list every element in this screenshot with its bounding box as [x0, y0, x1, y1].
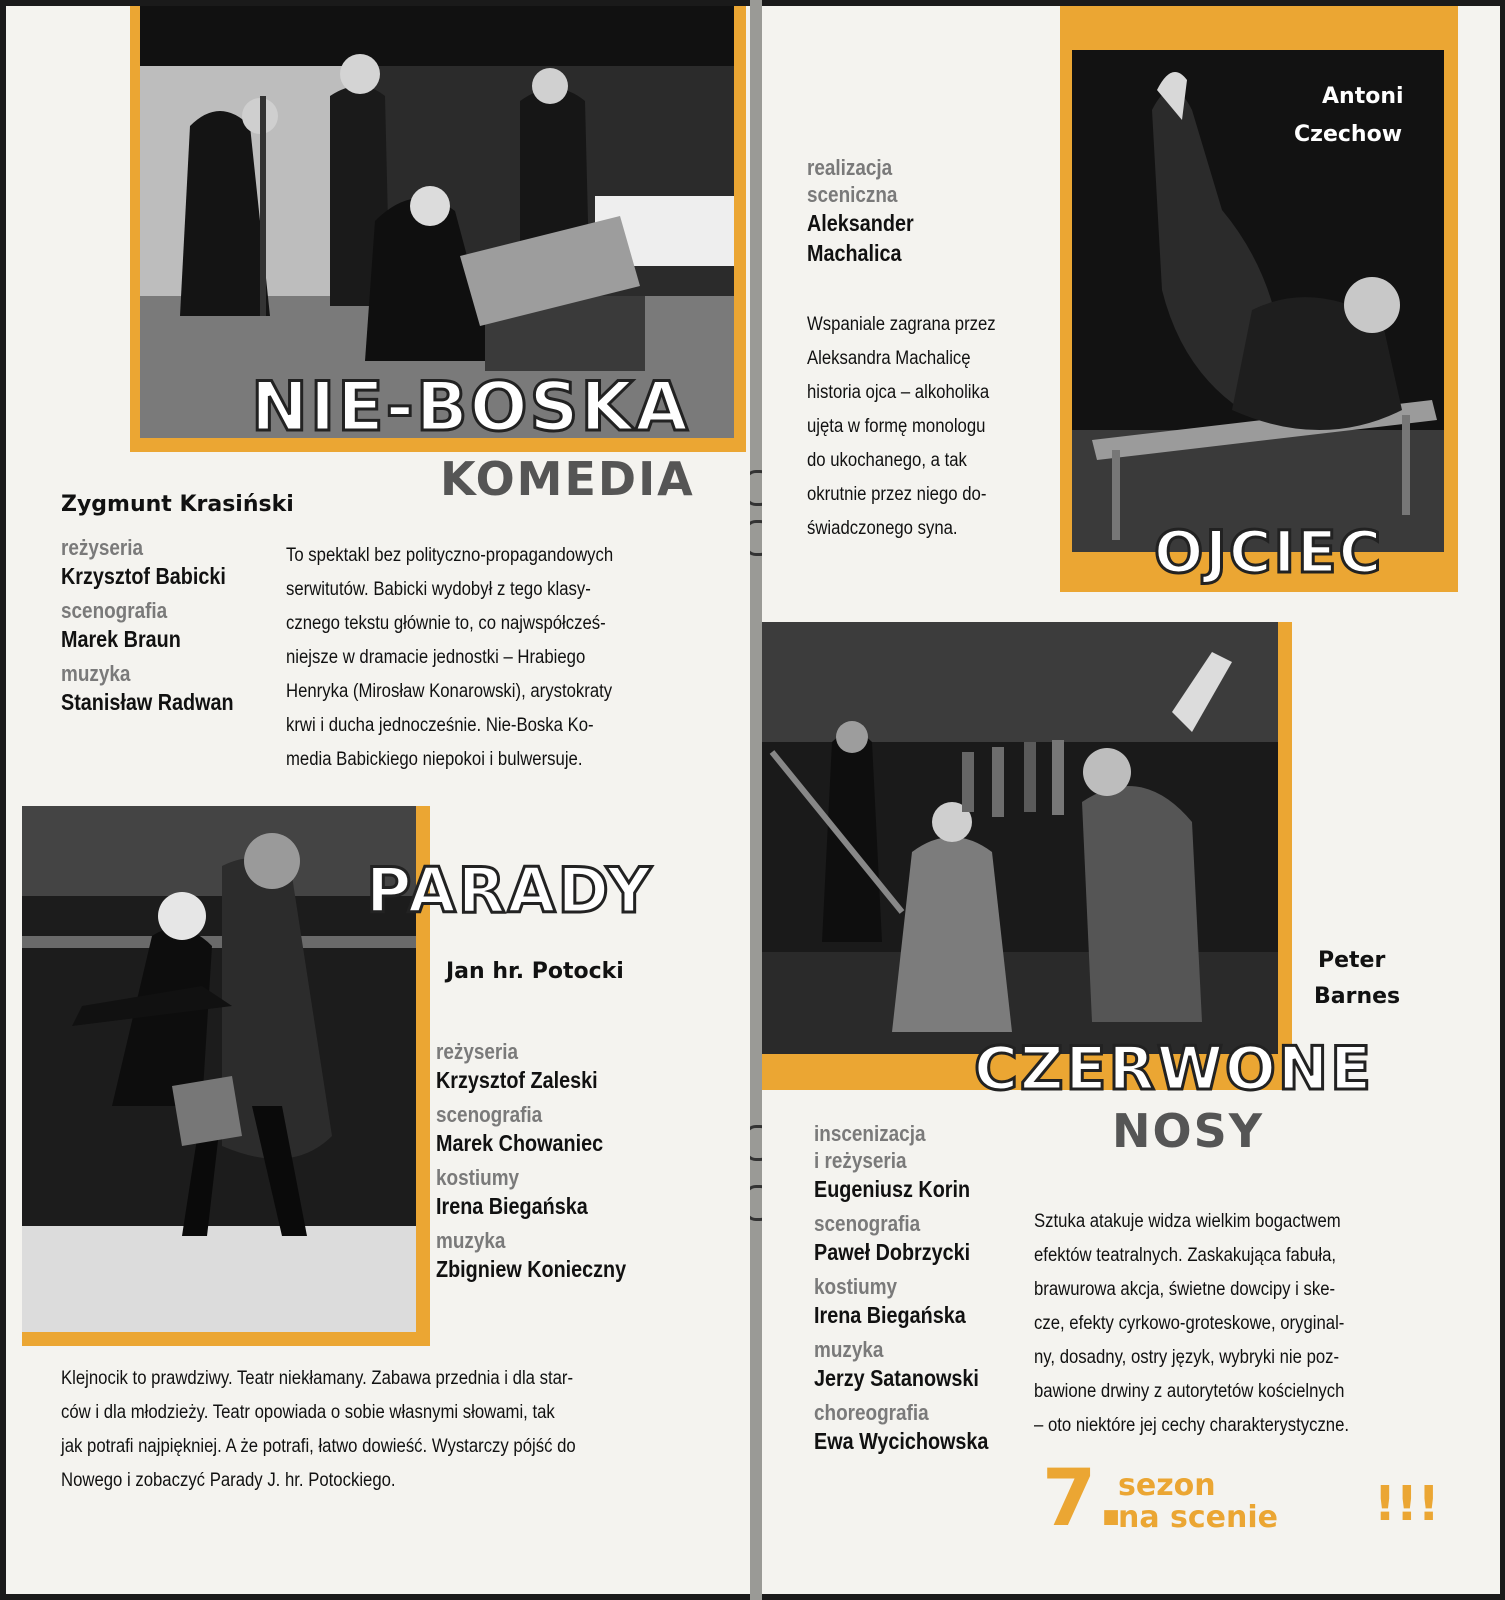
text-line: okrutnie przez niego do- [807, 484, 987, 505]
credit-name: Stanisław Radwan [61, 689, 234, 715]
nie-boska-credits [61, 534, 262, 723]
credit-role: kostiumy [436, 1165, 520, 1190]
credit-role: realizacja [807, 155, 893, 180]
credit-name: Irena Biegańska [436, 1193, 588, 1219]
booklet-spine [750, 0, 762, 1600]
text-line: Aleksandra Machalicę [807, 348, 971, 369]
right-page [762, 6, 1500, 1594]
text-line: krwi i ducha jednocześnie. Nie-Boska Ko- [286, 715, 594, 736]
credit-name: Irena Biegańska [814, 1302, 966, 1328]
text-line: cznego tekstu głównie to, co najwspółcześ- [286, 613, 606, 634]
credit-role: muzyka [61, 661, 131, 686]
credit-name: Jerzy Satanowski [814, 1365, 979, 1391]
text-line: bawione drwiny z autorytetów kościelnych [1034, 1381, 1345, 1402]
credit-name: Aleksander [807, 210, 914, 236]
credit-role: i reżyseria [814, 1148, 907, 1173]
nie-boska-description [286, 539, 658, 777]
left-page [6, 6, 750, 1594]
ojciec-author-first: Antoni [1322, 84, 1404, 109]
parady-description [61, 1362, 646, 1498]
credit-name: Zbigniew Konieczny [436, 1256, 627, 1282]
text-line: serwitutów. Babicki wydobył z tego klasy- [286, 579, 591, 600]
credit-role: reżyseria [61, 535, 144, 560]
text-line: ujęta w formę monologu [807, 416, 986, 437]
text-line: jak potrafi najpiękniej. A że potrafi, łatwo dowieść. Wystarczy pójść do [61, 1436, 576, 1457]
text-line: Nowego i zobaczyć Parady J. hr. Potockiego. [61, 1470, 396, 1491]
parady-stage-photo [22, 806, 416, 1332]
credit-name: Marek Braun [61, 626, 181, 652]
season-line2: na scenie [1118, 1500, 1279, 1535]
credit-role: reżyseria [436, 1039, 519, 1064]
text-line: ny, dosadny, ostry język, wybryki nie poz- [1034, 1347, 1340, 1368]
nie-boska-author: Zygmunt Krasiński [61, 492, 294, 517]
credit-role: sceniczna [807, 182, 898, 207]
ojciec-credits [807, 154, 931, 274]
credit-name: Paweł Dobrzycki [814, 1239, 971, 1265]
text-line: To spektakl bez polityczno-propagandowych [286, 545, 614, 566]
text-line: niejsze w dramacie jednostki – Hrabiego [286, 647, 586, 668]
text-line: efektów teatralnych. Zaskakująca fabuła, [1034, 1245, 1337, 1266]
credit-name: Marek Chowaniec [436, 1130, 604, 1156]
text-line: media Babickiego niepokoi i bulwersuje. [286, 749, 583, 770]
text-line: Wspaniale zagrana przez [807, 314, 996, 335]
text-line: brawurowa akcja, świetne dowcipy i ske- [1034, 1279, 1336, 1300]
credit-role: scenografia [436, 1102, 543, 1127]
credit-name: Krzysztof Babicki [61, 563, 226, 589]
czerwone-nosy-author-last: Barnes [1314, 984, 1401, 1009]
text-line: ców i dla młodzieży. Teatr opowiada o sobie własnymi słowami, tak [61, 1402, 555, 1423]
credit-name: Ewa Wycichowska [814, 1428, 989, 1454]
text-line: Sztuka atakuje widza wielkim bogactwem [1034, 1211, 1341, 1232]
ojciec-description [807, 308, 1021, 546]
credit-role: inscenizacja [814, 1121, 926, 1146]
ojciec-title: OJCIEC [1154, 518, 1384, 586]
nie-boska-title: NIE-BOSKA [251, 368, 690, 447]
season-exclaim: !!! [1374, 1476, 1440, 1532]
text-line: do ukochanego, a tak [807, 450, 967, 471]
czerwone-nosy-description [1034, 1205, 1392, 1443]
text-line: Henryka (Mirosław Konarowski), arystokraty [286, 681, 613, 702]
season-number: 7. [1042, 1454, 1126, 1544]
credit-name: Eugeniusz Korin [814, 1176, 971, 1202]
parady-credits [436, 1038, 657, 1290]
credit-name: Krzysztof Zaleski [436, 1067, 598, 1093]
credit-role: muzyka [814, 1337, 884, 1362]
credit-name: Machalica [807, 240, 902, 266]
credit-role: muzyka [436, 1228, 506, 1253]
parady-author: Jan hr. Potocki [446, 959, 624, 984]
credit-role: scenografia [814, 1211, 921, 1236]
komedia-subtitle: KOMEDIA [440, 452, 695, 506]
czerwone-nosy-author-first: Peter [1318, 948, 1386, 973]
text-line: cze, efekty cyrkowo-groteskowe, oryginal- [1034, 1313, 1345, 1334]
text-line: Klejnocik to prawdziwy. Teatr niekłamany. Zabawa przednia i dla star- [61, 1368, 574, 1389]
text-line: świadczonego syna. [807, 518, 958, 539]
czerwone-nosy-stage-photo [762, 622, 1278, 1054]
ojciec-author-last: Czechow [1294, 122, 1403, 147]
credit-role: kostiumy [814, 1274, 898, 1299]
czerwone-title: CZERWONE [974, 1034, 1374, 1104]
nosy-subtitle: NOSY [1112, 1104, 1265, 1158]
season-line1: sezon [1118, 1468, 1216, 1503]
parady-title: PARADY [366, 854, 654, 927]
credit-role: choreografia [814, 1400, 929, 1425]
text-line: historia ojca – alkoholika [807, 382, 990, 403]
text-line: – oto niektóre jej cechy charakterystyczne. [1034, 1415, 1350, 1436]
czerwone-nosy-credits [814, 1120, 1017, 1462]
credit-role: scenografia [61, 598, 168, 623]
